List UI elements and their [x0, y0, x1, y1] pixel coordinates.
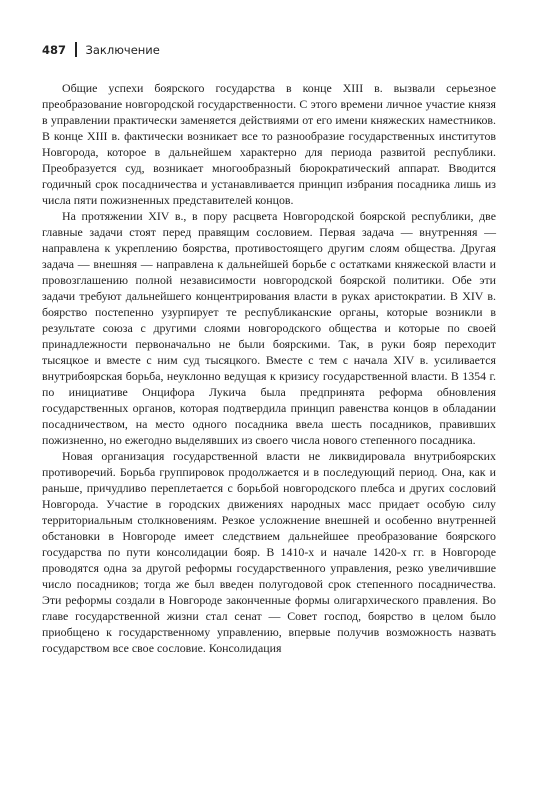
paragraph: Общие успехи боярского государства в конце XIII в. вызвали серьезное преобразование новгородской государственности. С этого времени личное участие князя в управлении практически заменяется действиями от его имени княжеских наместников. В конце XIII в. фактически возникает все то разнообразие государственных институтов Новгорода, которое в дальнейшем характерно для периода развитой республики. Преобразуется суд, возникает многообразный бюрократический аппарат. Вводится годичный срок посадничества и устанавливается принцип избрания посадника лишь из числа пяти пожизненных представителей концов. [42, 81, 496, 207]
body-text [42, 80, 496, 656]
paragraph: Новая организация государственной власти не ликвидировала внутрибоярских противоречий. Борьба группировок продолжается и в последующий период. Она, как и раньше, причудливо переплетается с борьбой новгородского плебса и других сословий Новгорода. Участие в городских движениях народных масс придает особую силу территориальным столкновениям. Резкое усложнение внешней и особенно внутренней обстановки в Новгороде имеет следствием дальнейшее преобразование боярского государства по пути консолидации бояр. В 1410-х и начале 1420-х гг. в Новгороде проводятся одна за другой реформы государственного управления, резко увеличившие число посадников; тогда же был введен полугодовой срок степенного посадничества. Эти реформы создали в Новгороде законченные формы олигархического правления. Во главе государственной жизни стал сенат — Совет господ, боярство в целом было приобщено к государственному управлению, впервые получив возможность назвать государством все свое сословие. Консолидация [42, 449, 496, 655]
running-header [42, 42, 160, 57]
paragraph: На протяжении XIV в., в пору расцвета Новгородской боярской республики, две главные задачи стоят перед правящим сословием. Первая задача — внутренняя — направлена к укреплению боярства, противостоящего другим слоям общества. Другая задача — внешняя — направлена к дальнейшей борьбе с остатками княжеской власти и провозглашению полной независимости новгородской боярской политики. Обе эти задачи требуют дальнейшего концентрирования власти в руках аристократии. В XIV в. боярство постепенно узурпирует те республиканские органы, которые возникли в результате союза с другими слоями новгородского общества и которые по своей принадлежности первоначально не были боярскими. Так, в руки бояр переходит тысяцкое и вместе с ним суд тысяцкого. Вместе с тем с начала XIV в. усиливается внутрибоярская борьба, неуклонно ведущая к кризису государственной власти. В 1354 г. по инициативе Онцифора Лукича была предпринята реформа обновления государственных органов, которая подтвердила принцип равенства концов в обладании посадничеством, на место одного посадника ввела шесть посадников, правивших пожизненно, но ежегодно выделявших из своего числа нового степенного посадника. [42, 209, 496, 447]
section-title: Заключение [85, 42, 160, 57]
header-divider [75, 42, 77, 57]
page-number: 487 [42, 42, 67, 57]
